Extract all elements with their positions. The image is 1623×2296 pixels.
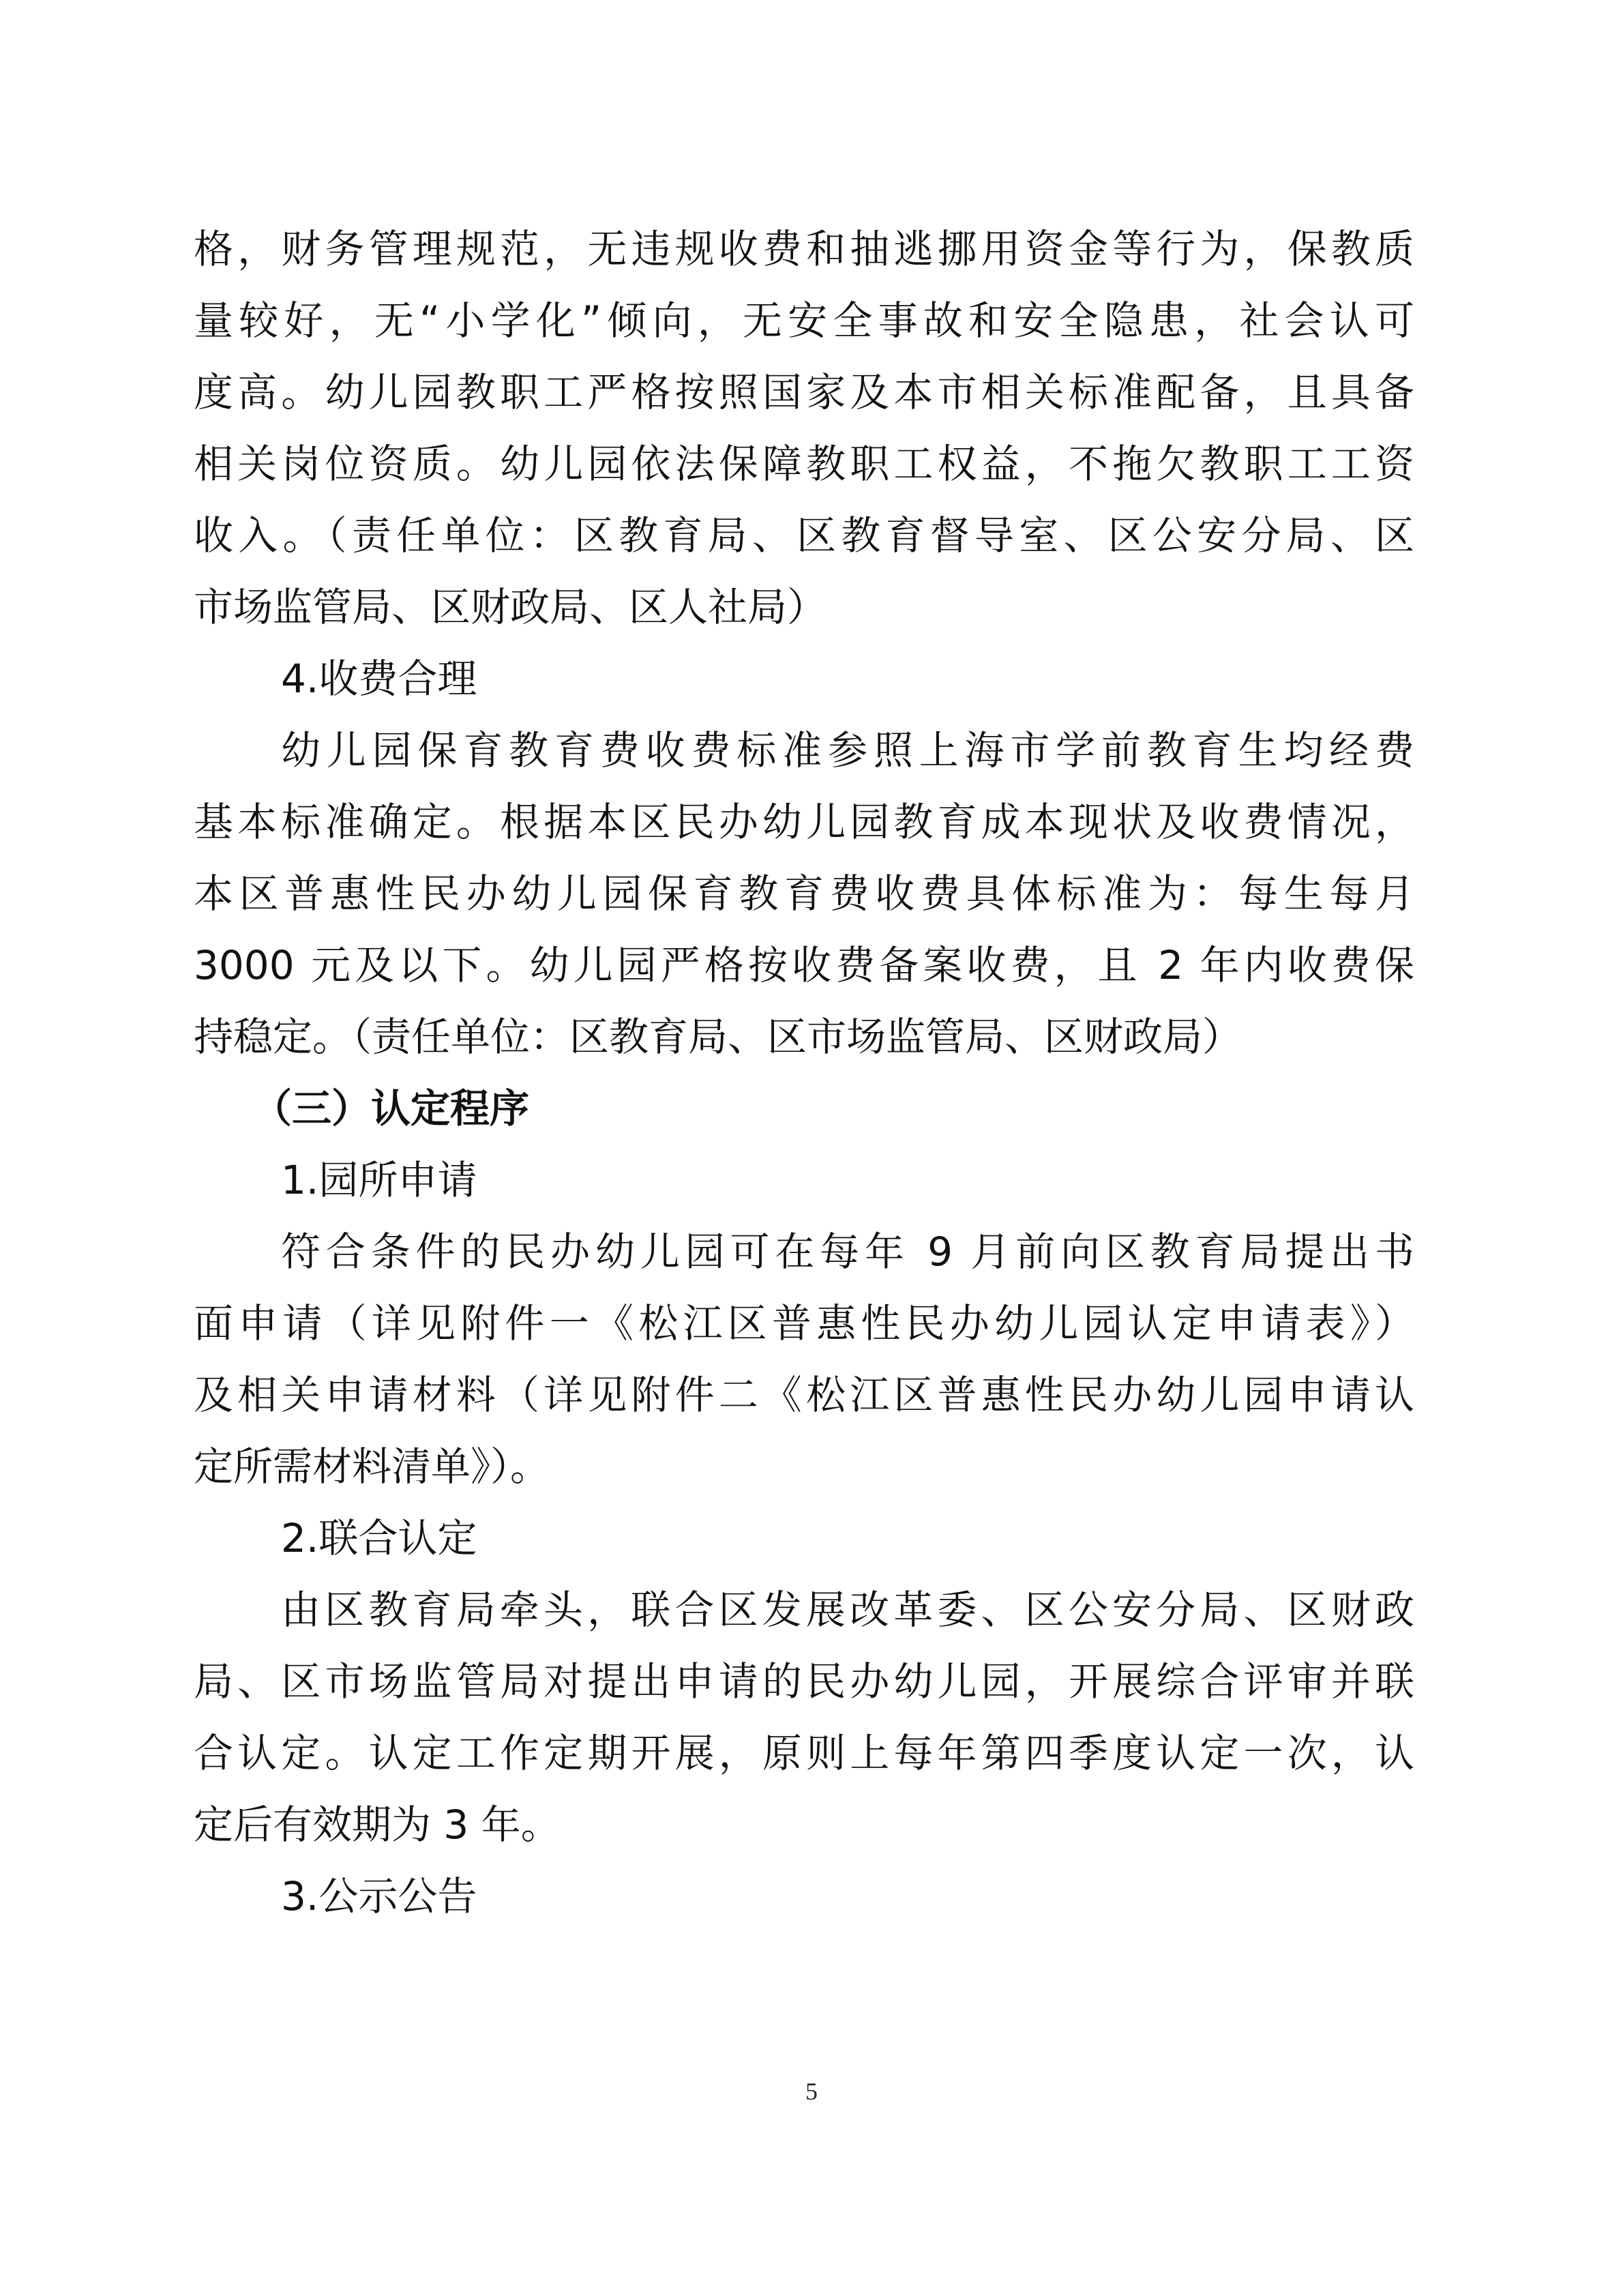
paragraph-first-line: 由区教育局牵头，联合区发展改革委、区公安分局、区财政: [281, 1587, 1414, 1633]
body-line: 基本标准确定。根据本区民办幼儿园教育成本现状及收费情况，: [194, 799, 1414, 845]
body-line: 3000 元及以下。幼儿园严格按收费备案收费，且 2 年内收费保: [194, 942, 1414, 988]
body-line: 量较好，无“小学化”倾向，无安全事故和安全隐患，社会认可: [194, 297, 1414, 344]
page-number: 5: [805, 2078, 818, 2105]
body-line: 定后有效期为 3 年。: [194, 1801, 561, 1848]
body-line: 持稳定。（责任单位：区教育局、区市场监管局、区财政局）: [194, 1014, 1242, 1060]
body-line: 合认定。认定工作定期开展，原则上每年第四季度认定一次，认: [194, 1730, 1414, 1776]
subheading-fee-reasonable: 4.收费合理: [281, 656, 477, 702]
body-line: 及相关申请材料（详见附件二《松江区普惠性民办幼儿园申请认: [194, 1372, 1414, 1418]
body-line: 市场监管局、区财政局、区人社局）: [194, 584, 827, 630]
paragraph-first-line: 符合条件的民办幼儿园可在每年 9 月前向区教育局提出书: [281, 1228, 1414, 1275]
subheading-application: 1.园所申请: [281, 1157, 477, 1203]
subheading-public-notice: 3.公示公告: [281, 1873, 477, 1919]
body-line: 本区普惠性民办幼儿园保育教育费收费具体标准为：每生每月: [194, 870, 1414, 917]
paragraph-first-line: 幼儿园保育教育费收费标准参照上海市学前教育生均经费: [281, 727, 1414, 774]
body-line: 相关岗位资质。幼儿园依法保障教职工权益，不拖欠教职工工资: [194, 441, 1414, 487]
body-line: 面申请（详见附件一《松江区普惠性民办幼儿园认定申请表》）: [194, 1300, 1414, 1346]
section-heading-procedure: （三）认定程序: [252, 1085, 530, 1132]
body-line: 定所需材料清单》）。: [194, 1443, 550, 1490]
subheading-joint-recognition: 2.联合认定: [281, 1515, 477, 1561]
body-line: 局、区市场监管局对提出申请的民办幼儿园，开展综合评审并联: [194, 1658, 1414, 1705]
body-line: 格，财务管理规范，无违规收费和抽逃挪用资金等行为，保教质: [194, 226, 1414, 272]
body-line: 收入。（责任单位：区教育局、区教育督导室、区公安分局、区: [194, 512, 1414, 559]
body-line: 度高。幼儿园教职工严格按照国家及本市相关标准配备，且具备: [194, 369, 1414, 415]
